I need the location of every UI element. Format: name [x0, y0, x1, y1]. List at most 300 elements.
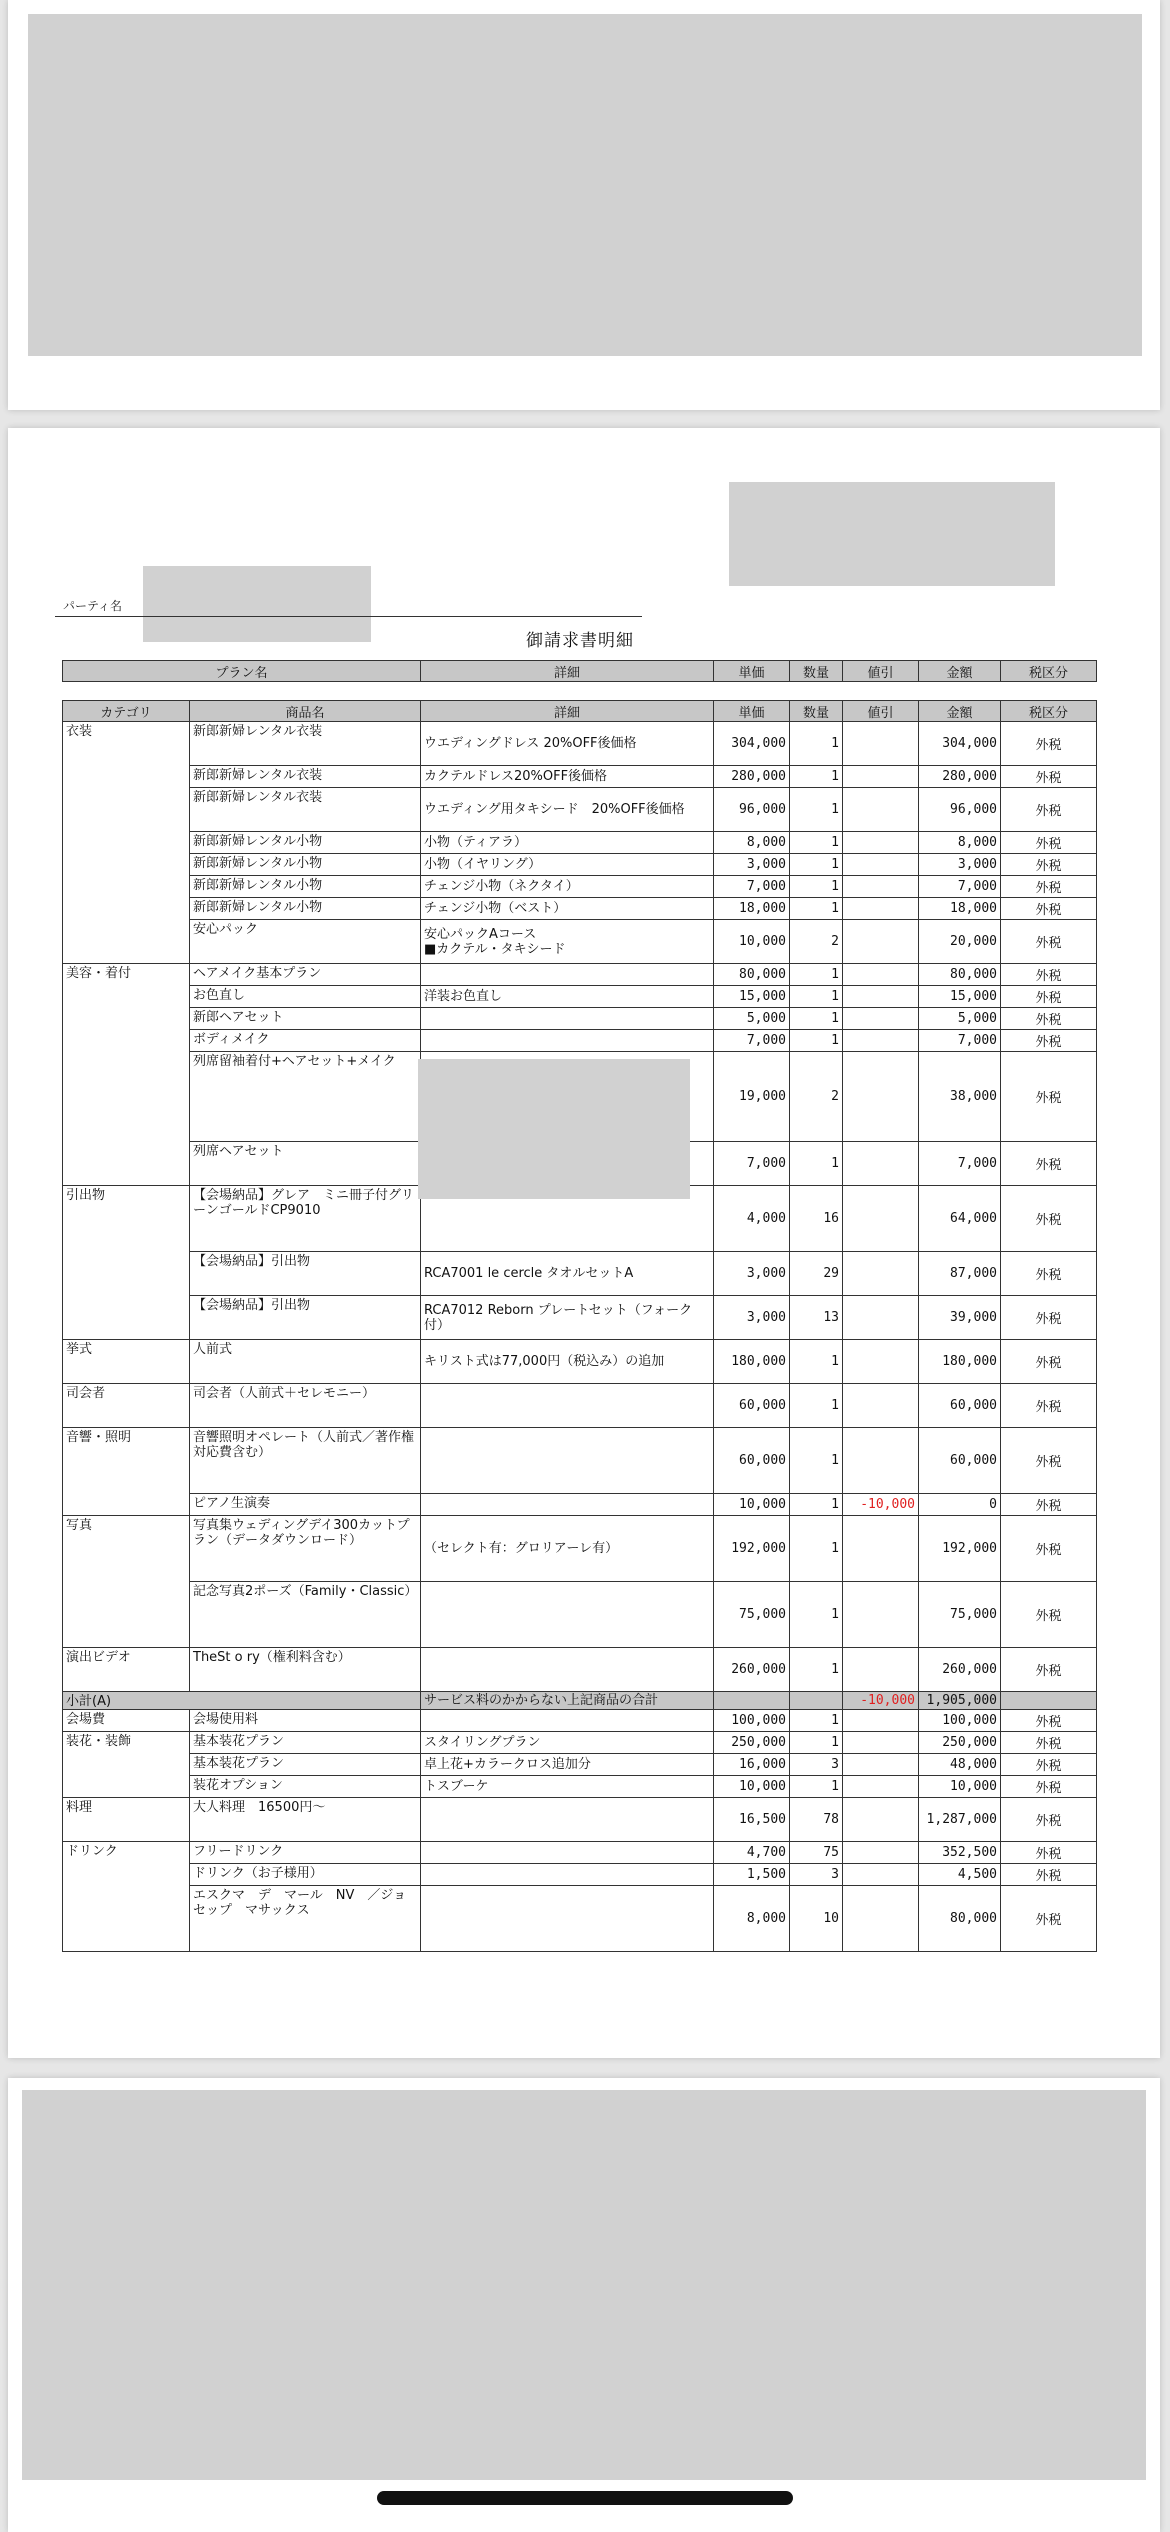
cell-amount: 180,000 [919, 1340, 1001, 1384]
cell-qty: 2 [790, 920, 843, 964]
cell-price: 4,700 [714, 1842, 790, 1864]
cell-amount: 8,000 [919, 832, 1001, 854]
cell-discount [843, 1582, 919, 1648]
cell-name: 列席ヘアセット [190, 1142, 421, 1186]
cell-detail: RCA7001 le cercle タオルセットA [421, 1252, 714, 1296]
cell-amount: 1,905,000 [919, 1692, 1001, 1710]
cell-discount [843, 854, 919, 876]
cell-qty: 1 [790, 766, 843, 788]
cell-detail: 小物（イヤリング） [421, 854, 714, 876]
cell-detail: 卓上花+カラークロス追加分 [421, 1754, 714, 1776]
cell-amount: 100,000 [919, 1710, 1001, 1732]
cell-amount: 7,000 [919, 1142, 1001, 1186]
table-row [63, 1798, 1097, 1842]
home-indicator[interactable] [377, 2491, 793, 2505]
cell-discount [843, 766, 919, 788]
cell-amount: 260,000 [919, 1648, 1001, 1692]
cell-discount [843, 876, 919, 898]
plan-header-row [63, 661, 1097, 682]
cell-category [63, 1008, 190, 1030]
cell-discount [843, 788, 919, 832]
table-row [63, 1842, 1097, 1864]
cell-tax: 外税 [1001, 1142, 1097, 1186]
empty-cell [714, 1692, 790, 1710]
cell-price: 80,000 [714, 964, 790, 986]
cell-discount [843, 722, 919, 766]
cell-name: 基本装花プラン [190, 1732, 421, 1754]
cell-price: 260,000 [714, 1648, 790, 1692]
table-row [63, 1886, 1097, 1952]
cell-category [63, 1252, 190, 1296]
items-header-cell: 金額 [919, 701, 1001, 722]
table-row [63, 1648, 1097, 1692]
cell-qty: 1 [790, 986, 843, 1008]
cell-price: 10,000 [714, 920, 790, 964]
cell-price: 304,000 [714, 722, 790, 766]
table-row [63, 1516, 1097, 1582]
table-row [63, 1340, 1097, 1384]
cell-name: ピアノ生演奏 [190, 1494, 421, 1516]
empty-cell [790, 1692, 843, 1710]
cell-category: 司会者 [63, 1384, 190, 1428]
cell-category: 音響・照明 [63, 1428, 190, 1494]
cell-detail [421, 1384, 714, 1428]
cell-name: 【会場納品】引出物 [190, 1252, 421, 1296]
cell-tax: 外税 [1001, 1008, 1097, 1030]
cell-discount: -10,000 [843, 1494, 919, 1516]
cell-qty: 13 [790, 1296, 843, 1340]
cell-tax: 外税 [1001, 1886, 1097, 1952]
previous-page [8, 0, 1160, 410]
party-label: パーティ名 [63, 599, 123, 613]
cell-category: 料理 [63, 1798, 190, 1842]
cell-price: 280,000 [714, 766, 790, 788]
cell-price: 3,000 [714, 854, 790, 876]
cell-amount: 352,500 [919, 1842, 1001, 1864]
cell-name: 新郎新婦レンタル衣装 [190, 788, 421, 832]
cell-qty: 1 [790, 1710, 843, 1732]
cell-tax: 外税 [1001, 1494, 1097, 1516]
cell-name: 新郎新婦レンタル衣装 [190, 766, 421, 788]
table-row [63, 1710, 1097, 1732]
cell-amount: 304,000 [919, 722, 1001, 766]
cell-category [63, 1864, 190, 1886]
cell-detail [421, 1886, 714, 1952]
cell-name: 写真集ウェディングデイ300カットプラン（データダウンロード） [190, 1516, 421, 1582]
cell-tax: 外税 [1001, 766, 1097, 788]
cell-qty: 1 [790, 1008, 843, 1030]
cell-detail: 洋装お色直し [421, 986, 714, 1008]
cell-amount: 48,000 [919, 1754, 1001, 1776]
cell-amount: 80,000 [919, 964, 1001, 986]
cell-discount [843, 964, 919, 986]
table-row [63, 854, 1097, 876]
cell-discount [843, 1428, 919, 1494]
cell-price: 96,000 [714, 788, 790, 832]
cell-tax: 外税 [1001, 1516, 1097, 1582]
cell-category [63, 832, 190, 854]
subtotal-row [63, 1692, 1097, 1710]
cell-discount [843, 1008, 919, 1030]
table-row [63, 832, 1097, 854]
cell-tax: 外税 [1001, 1428, 1097, 1494]
cell-amount: 280,000 [919, 766, 1001, 788]
cell-discount [843, 1842, 919, 1864]
cell-amount: 5,000 [919, 1008, 1001, 1030]
cell-tax: 外税 [1001, 854, 1097, 876]
cell-qty: 16 [790, 1186, 843, 1252]
cell-name: ボディメイク [190, 1030, 421, 1052]
cell-amount: 7,000 [919, 1030, 1001, 1052]
cell-detail [421, 1648, 714, 1692]
cell-name: 列席留袖着付+ヘアセット+メイク [190, 1052, 421, 1142]
table-row [63, 1384, 1097, 1428]
cell-name: 音響照明オペレート（人前式／著作権対応費含む） [190, 1428, 421, 1494]
plan-header-cell: 単価 [714, 661, 790, 682]
cell-detail: チェンジ小物（ネクタイ） [421, 876, 714, 898]
cell-discount [843, 1516, 919, 1582]
cell-amount: 1,287,000 [919, 1798, 1001, 1842]
cell-category [63, 1754, 190, 1776]
cell-qty: 1 [790, 964, 843, 986]
items-header-cell: カテゴリ [63, 701, 190, 722]
plan-header-cell: 税区分 [1001, 661, 1097, 682]
cell-tax: 外税 [1001, 898, 1097, 920]
cell-qty: 1 [790, 1494, 843, 1516]
cell-qty: 1 [790, 722, 843, 766]
plan-header-cell: 金額 [919, 661, 1001, 682]
cell-price: 10,000 [714, 1494, 790, 1516]
cell-name: ドリンク（お子様用） [190, 1864, 421, 1886]
cell-name: 人前式 [190, 1340, 421, 1384]
cell-amount: 39,000 [919, 1296, 1001, 1340]
cell-qty: 1 [790, 1648, 843, 1692]
items-header-cell: 商品名 [190, 701, 421, 722]
cell-detail [421, 1494, 714, 1516]
cell-detail [421, 1842, 714, 1864]
cell-qty: 1 [790, 1384, 843, 1428]
cell-detail: ウエディングドレス 20%OFF後価格 [421, 722, 714, 766]
cell-qty: 1 [790, 1732, 843, 1754]
cell-category [63, 788, 190, 832]
cell-tax: 外税 [1001, 1384, 1097, 1428]
redacted-block [28, 14, 1142, 356]
cell-qty: 3 [790, 1754, 843, 1776]
cell-amount: 60,000 [919, 1384, 1001, 1428]
cell-discount [843, 1296, 919, 1340]
cell-tax: 外税 [1001, 986, 1097, 1008]
table-row [63, 1252, 1097, 1296]
cell-qty: 29 [790, 1252, 843, 1296]
cell-tax: 外税 [1001, 964, 1097, 986]
cell-qty: 1 [790, 1142, 843, 1186]
cell-price: 8,000 [714, 832, 790, 854]
cell-name: TheSt o ry（権利料含む） [190, 1648, 421, 1692]
cell-detail: 小物（ティアラ） [421, 832, 714, 854]
plan-header-table [62, 660, 1097, 682]
cell-discount [843, 898, 919, 920]
cell-name: 安心パック [190, 920, 421, 964]
cell-qty: 1 [790, 898, 843, 920]
table-row [63, 1008, 1097, 1030]
cell-tax: 外税 [1001, 1732, 1097, 1754]
cell-name: 大人料理 16500円～ [190, 1798, 421, 1842]
cell-detail: （セレクト有：グロリアーレ有） [421, 1516, 714, 1582]
cell-detail: RCA7012 Reborn プレートセット（フォーク付） [421, 1296, 714, 1340]
cell-tax: 外税 [1001, 1582, 1097, 1648]
cell-qty: 3 [790, 1864, 843, 1886]
cell-discount [843, 1776, 919, 1798]
cell-category [63, 1886, 190, 1952]
cell-amount: 0 [919, 1494, 1001, 1516]
table-row [63, 1428, 1097, 1494]
table-row [63, 766, 1097, 788]
plan-header-cell: 値引 [843, 661, 919, 682]
cell-discount [843, 1710, 919, 1732]
cell-category: 引出物 [63, 1186, 190, 1252]
cell-discount [843, 1864, 919, 1886]
cell-price: 7,000 [714, 876, 790, 898]
cell-name: 会場使用料 [190, 1710, 421, 1732]
items-header-cell: 税区分 [1001, 701, 1097, 722]
cell-price: 192,000 [714, 1516, 790, 1582]
table-row [63, 1582, 1097, 1648]
cell-discount [843, 1186, 919, 1252]
cell-name: 新郎新婦レンタル衣装 [190, 722, 421, 766]
table-row [63, 898, 1097, 920]
cell-amount: 250,000 [919, 1732, 1001, 1754]
cell-price: 60,000 [714, 1384, 790, 1428]
cell-name: 新郎新婦レンタル小物 [190, 832, 421, 854]
cell-category [63, 1142, 190, 1186]
cell-qty: 1 [790, 854, 843, 876]
cell-tax: 外税 [1001, 832, 1097, 854]
cell-detail: トスブーケ [421, 1776, 714, 1798]
cell-name: 基本装花プラン [190, 1754, 421, 1776]
cell-qty: 1 [790, 788, 843, 832]
table-row [63, 1864, 1097, 1886]
table-row [63, 1732, 1097, 1754]
cell-qty: 1 [790, 1030, 843, 1052]
cell-tax: 外税 [1001, 1340, 1097, 1384]
cell-detail [421, 1030, 714, 1052]
cell-tax: 外税 [1001, 788, 1097, 832]
cell-price: 3,000 [714, 1252, 790, 1296]
cell-price: 18,000 [714, 898, 790, 920]
cell-price: 7,000 [714, 1030, 790, 1052]
party-name-line [55, 572, 642, 617]
cell-tax: 外税 [1001, 1864, 1097, 1886]
cell-price: 15,000 [714, 986, 790, 1008]
cell-tax: 外税 [1001, 1754, 1097, 1776]
cell-tax: 外税 [1001, 1252, 1097, 1296]
cell-discount [843, 1384, 919, 1428]
cell-detail: チェンジ小物（ベスト） [421, 898, 714, 920]
cell-name: 新郎ヘアセット [190, 1008, 421, 1030]
cell-name: エスクマ デ マール NV ／ジョセップ マサックス [190, 1886, 421, 1952]
cell-detail: ウエディング用タキシード 20%OFF後価格 [421, 788, 714, 832]
cell-detail [421, 1864, 714, 1886]
cell-qty: 1 [790, 1428, 843, 1494]
cell-qty: 1 [790, 1340, 843, 1384]
cell-amount: 87,000 [919, 1252, 1001, 1296]
cell-qty: 1 [790, 876, 843, 898]
cell-discount [843, 1030, 919, 1052]
cell-category: 会場費 [63, 1710, 190, 1732]
cell-qty: 1 [790, 1776, 843, 1798]
cell-category [63, 854, 190, 876]
cell-discount [843, 986, 919, 1008]
cell-discount [843, 1886, 919, 1952]
cell-tax: 外税 [1001, 1296, 1097, 1340]
table-row [63, 722, 1097, 766]
cell-detail: サービス料のかからない上記商品の合計 [421, 1692, 714, 1710]
cell-name: 新郎新婦レンタル小物 [190, 876, 421, 898]
cell-detail [421, 1008, 714, 1030]
cell-category: 装花・装飾 [63, 1732, 190, 1754]
cell-category: 挙式 [63, 1340, 190, 1384]
table-row [63, 1030, 1097, 1052]
plan-header-cell: プラン名 [63, 661, 421, 682]
cell-label: 小計(A) [63, 1692, 421, 1710]
cell-qty: 10 [790, 1886, 843, 1952]
document-title: 御請求書明細 [526, 631, 634, 651]
cell-amount: 192,000 [919, 1516, 1001, 1582]
table-row [63, 986, 1097, 1008]
cell-discount [843, 1732, 919, 1754]
cell-price: 8,000 [714, 1886, 790, 1952]
cell-tax: 外税 [1001, 1710, 1097, 1732]
cell-discount [843, 832, 919, 854]
items-table [62, 700, 1097, 1952]
redacted-logo [729, 482, 1055, 586]
cell-price: 60,000 [714, 1428, 790, 1494]
cell-discount: -10,000 [843, 1692, 919, 1710]
cell-category [63, 1582, 190, 1648]
cell-name: フリードリンク [190, 1842, 421, 1864]
redacted-block [22, 2090, 1146, 2480]
cell-category [63, 876, 190, 898]
cell-discount [843, 1648, 919, 1692]
cell-amount: 3,000 [919, 854, 1001, 876]
next-page [8, 2078, 1160, 2532]
cell-tax: 外税 [1001, 1648, 1097, 1692]
cell-amount: 64,000 [919, 1186, 1001, 1252]
cell-category [63, 986, 190, 1008]
table-row [63, 1296, 1097, 1340]
cell-amount: 18,000 [919, 898, 1001, 920]
cell-discount [843, 1142, 919, 1186]
cell-price: 10,000 [714, 1776, 790, 1798]
cell-category: 写真 [63, 1516, 190, 1582]
cell-category: 美容・着付 [63, 964, 190, 986]
cell-amount: 4,500 [919, 1864, 1001, 1886]
cell-discount [843, 1252, 919, 1296]
cell-detail: 安心パックAコース ■カクテル・タキシード [421, 920, 714, 964]
table-row [63, 1494, 1097, 1516]
cell-detail: キリスト式は77,000円（税込み）の追加 [421, 1340, 714, 1384]
cell-tax: 外税 [1001, 1030, 1097, 1052]
cell-amount: 7,000 [919, 876, 1001, 898]
cell-price: 5,000 [714, 1008, 790, 1030]
cell-detail [421, 1428, 714, 1494]
cell-detail [421, 1798, 714, 1842]
cell-category [63, 1776, 190, 1798]
cell-discount [843, 1798, 919, 1842]
table-row [63, 1776, 1097, 1798]
cell-detail: カクテルドレス20%OFF後価格 [421, 766, 714, 788]
items-header-cell: 詳細 [421, 701, 714, 722]
cell-qty: 1 [790, 832, 843, 854]
cell-amount: 38,000 [919, 1052, 1001, 1142]
cell-tax: 外税 [1001, 1798, 1097, 1842]
cell-name: 新郎新婦レンタル小物 [190, 898, 421, 920]
items-header-cell: 単価 [714, 701, 790, 722]
cell-name: お色直し [190, 986, 421, 1008]
cell-name: 【会場納品】グレア ミニ冊子付グリーンゴールドCP9010 [190, 1186, 421, 1252]
cell-qty: 78 [790, 1798, 843, 1842]
cell-name: 装花オプション [190, 1776, 421, 1798]
cell-category [63, 1296, 190, 1340]
table-row [63, 1754, 1097, 1776]
cell-detail [421, 1582, 714, 1648]
table-row [63, 964, 1097, 986]
cell-price: 1,500 [714, 1864, 790, 1886]
items-header-row [63, 701, 1097, 722]
cell-tax: 外税 [1001, 1842, 1097, 1864]
table-row [63, 920, 1097, 964]
cell-price: 16,500 [714, 1798, 790, 1842]
items-header-cell: 数量 [790, 701, 843, 722]
items-header-cell: 値引 [843, 701, 919, 722]
redacted-detail-block [418, 1059, 690, 1199]
cell-amount: 15,000 [919, 986, 1001, 1008]
cell-category [63, 766, 190, 788]
cell-detail [421, 1710, 714, 1732]
cell-qty: 1 [790, 1582, 843, 1648]
cell-discount [843, 1340, 919, 1384]
cell-tax: 外税 [1001, 1052, 1097, 1142]
cell-price: 3,000 [714, 1296, 790, 1340]
cell-qty: 1 [790, 1516, 843, 1582]
cell-qty: 75 [790, 1842, 843, 1864]
cell-amount: 60,000 [919, 1428, 1001, 1494]
cell-detail: スタイリングプラン [421, 1732, 714, 1754]
cell-name: 新郎新婦レンタル小物 [190, 854, 421, 876]
cell-tax: 外税 [1001, 1186, 1097, 1252]
cell-name: 司会者（人前式＋セレモニー） [190, 1384, 421, 1428]
cell-amount: 80,000 [919, 1886, 1001, 1952]
cell-name: ヘアメイク基本プラン [190, 964, 421, 986]
plan-header-cell: 数量 [790, 661, 843, 682]
cell-category [63, 1052, 190, 1142]
cell-tax: 外税 [1001, 1776, 1097, 1798]
plan-header-cell: 詳細 [421, 661, 714, 682]
cell-price: 19,000 [714, 1052, 790, 1142]
cell-price: 180,000 [714, 1340, 790, 1384]
cell-category [63, 1494, 190, 1516]
cell-category [63, 920, 190, 964]
cell-discount [843, 1052, 919, 1142]
cell-price: 100,000 [714, 1710, 790, 1732]
cell-category: ドリンク [63, 1842, 190, 1864]
cell-tax: 外税 [1001, 722, 1097, 766]
cell-price: 7,000 [714, 1142, 790, 1186]
cell-category: 演出ビデオ [63, 1648, 190, 1692]
cell-category [63, 898, 190, 920]
table-row [63, 876, 1097, 898]
cell-tax: 外税 [1001, 920, 1097, 964]
